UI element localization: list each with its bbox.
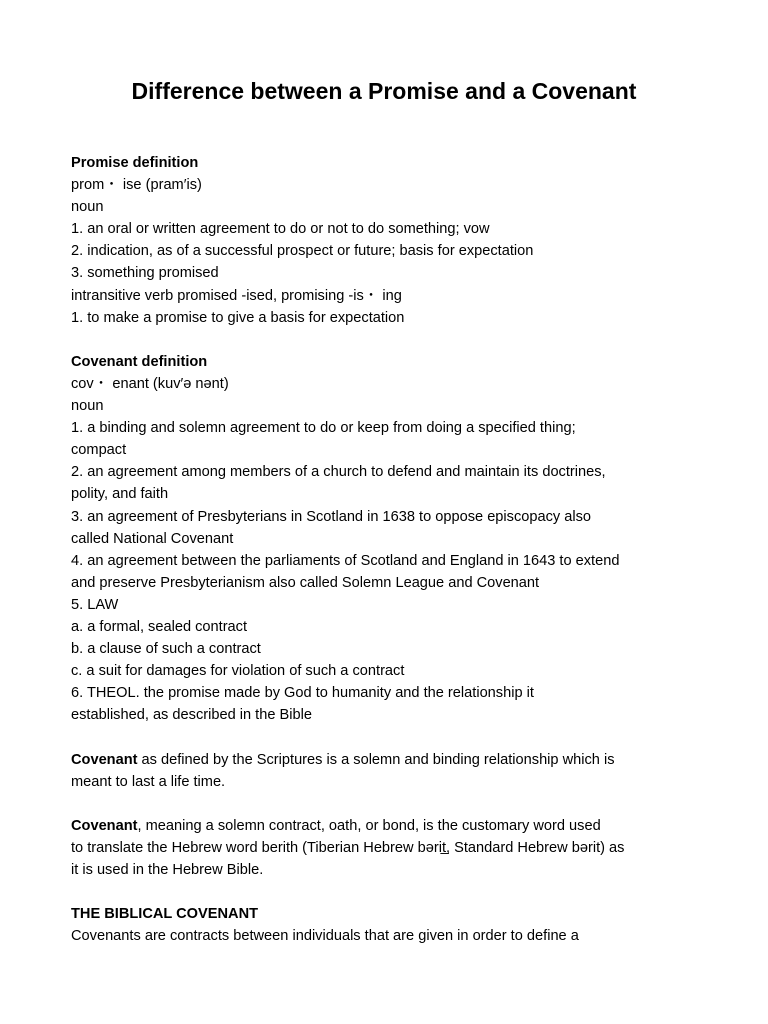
covenant-pronunciation: cov・ enant (kuv′ə nənt) [71,375,229,392]
paragraph-text-line: Covenants are contracts between individuals that are given in order to define a [71,928,579,945]
section-gap [71,881,711,903]
covenant-def-line: established, as described in the Bible [71,707,312,724]
promise-heading: Promise definition [71,155,199,171]
promise-noun-def: 3. something promised [71,265,219,282]
covenant-def-line: a. a formal, sealed contract [71,618,248,635]
covenant-def-line: and preserve Presbyterianism also called Solemn League and Covenant [71,574,540,591]
covenant-def-line: called National Covenant [71,530,234,547]
covenant-def-line: compact [71,442,127,459]
paragraph-text-line: it is used in the Hebrew Bible. [71,862,264,878]
page-title: Difference between a Promise and a Covenant [131,78,637,104]
promise-noun-def: 2. indication, as of a successful prospect or future; basis for expectation [71,243,534,260]
covenant-def-line: b. a clause of such a contract [71,641,261,658]
paragraph-text-line: meant to last a life time. [71,773,226,790]
paragraph-text-line: to translate the Hebrew word berith (Tiberian Hebrew bərit̲, Standard Hebrew bərit) as [71,839,625,856]
promise-pronunciation: prom・ ise (pram′is) [71,177,202,194]
paragraph-text: as defined by the Scriptures is a solemn and binding relationship which is [137,751,615,768]
covenant-def-line: 4. an agreement between the parliaments of Scotland and England in 1643 to extend [71,552,620,569]
covenant-def-line: polity, and faith [71,486,169,503]
paragraph-hebrew-definition [71,815,711,837]
covenant-def-line: 5. LAW [71,596,119,613]
paragraph-text: , meaning a solemn contract, oath, or bond, is the customary word used [137,817,601,834]
section-gap [71,793,711,815]
biblical-covenant-heading: THE BIBLICAL COVENANT [71,906,259,923]
promise-verb-line: intransitive verb promised -ised, promising -is・ ing [71,287,402,304]
covenant-def-line: c. a suit for damages for violation of such a contract [71,663,405,680]
section-gap [71,726,711,748]
covenant-part-of-speech: noun [71,398,104,415]
promise-part-of-speech: noun [71,199,104,216]
promise-verb-def: 1. to make a promise to give a basis for expectation [71,309,405,326]
paragraph-lead-term: Covenant [71,817,138,834]
paragraph-scripture-definition [71,749,711,771]
document-body [71,152,711,947]
section-gap [71,329,711,351]
covenant-heading: Covenant definition [71,353,208,370]
covenant-def-line: 6. THEOL. the promise made by God to humanity and the relationship it [71,685,534,702]
covenant-def-line: 1. a binding and solemn agreement to do or keep from doing a specified thing; [71,420,576,437]
covenant-def-line: 2. an agreement among members of a church to defend and maintain its doctrines, [71,464,606,481]
promise-noun-def: 1. an oral or written agreement to do or not to do something; vow [71,221,490,238]
covenant-def-line: 3. an agreement of Presbyterians in Scotland in 1638 to oppose episcopacy also [71,508,592,525]
paragraph-lead-term: Covenant [71,751,138,768]
